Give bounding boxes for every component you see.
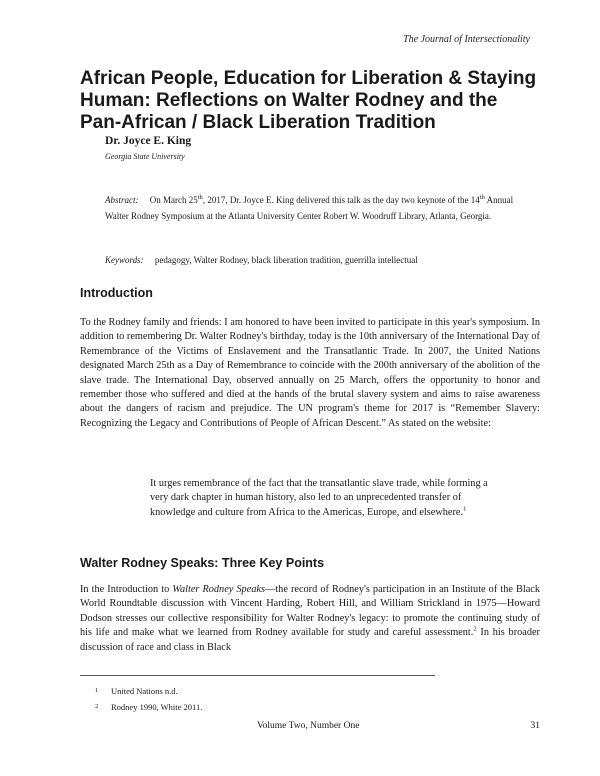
footer-issue: Volume Two, Number One: [257, 721, 360, 731]
abstract-label: Abstract:: [105, 195, 139, 205]
footnote-num: 1: [95, 687, 99, 694]
rodney-heading: Walter Rodney Speaks: Three Key Points: [80, 556, 325, 570]
rodney-text-2: —the record of Rodney's participation in an Institute of the Black World Roundtable discussion with Vincent Harding, Robert Hill, and William Strickland in 1975—Howard Dodson stresses our collective responsibility for Walter Rodney's legacy: to promote the continuing study of his life and make what we learned from Rodney available for study and careful assessment.: [80, 584, 540, 639]
abstract-sup-1: th: [197, 194, 203, 201]
footnote-ref-2[interactable]: 2: [473, 625, 477, 633]
article-title: African People, Education for Liberation & Staying Human: Reflections on Walter Rodney and the Pan-African / Black Liberation Tradition: [80, 68, 537, 133]
keywords-text: pedagogy, Walter Rodney, black liberation tradition, guerrilla intellectual: [154, 255, 418, 265]
author-affiliation: Georgia State University: [105, 152, 185, 161]
footnote-ref-1[interactable]: 1: [463, 505, 467, 513]
rodney-paragraph: [80, 583, 540, 655]
footnote-text: United Nations n.d.: [111, 686, 178, 696]
abstract-text-3: Annual Walter Rodney Symposium at the Atlanta University Center Robert W. Woodruff Library, Atlanta, Georgia.: [105, 195, 514, 221]
footnote-num: 2: [95, 703, 99, 710]
page-number: 31: [530, 721, 540, 731]
abstract: [105, 192, 525, 224]
footnote-divider: [80, 675, 435, 676]
footnote-text: Rodney 1990, White 2011.: [111, 702, 203, 712]
footnotes: [95, 683, 202, 715]
keywords-label: Keywords:: [105, 255, 144, 265]
intro-paragraph: To the Rodney family and friends: I am honored to have been invited to participate in this year's symposium. In addition to remembering Dr. Walter Rodney's birthday, today is the 10th anniversary of the International Day of Remembrance of the Victims of Enslavement and the Transatlantic Trade. In 2007, the United Nations designated March 25th as a Day of Remembrance to coincide with the 200th anniversary of the abolition of the slave trade. The International Day, observed annually on 25 March, offers the opportunity to honor and remember those who suffered and died at the hands of the brutal slavery system and aims to raise awareness about the dangers of racism and prejudice. The UN program's theme for 2017 is “Remember Slavery: Recognizing the Legacy and Contributions of People of African Descent.” As stated on the website:: [80, 317, 540, 429]
blockquote: [150, 477, 495, 520]
abstract-text-1: On March 25: [149, 195, 198, 205]
footnote-2: [95, 699, 202, 715]
abstract-text-2: , 2017, Dr. Joyce E. King delivered this talk as the day two keynote of the 14: [202, 195, 480, 205]
blockquote-text: It urges remembrance of the fact that the transatlantic slave trade, while forming a very dark chapter in human history, also led to an unprecedented transfer of knowledge and culture from Africa to the Americas, Europe, and elsewhere.: [150, 478, 488, 518]
rodney-text-3: In his broader discussion of race and class in Black: [80, 627, 540, 653]
introduction-heading: Introduction: [80, 286, 153, 300]
running-header: The Journal of Intersectionality: [403, 34, 530, 45]
rodney-text-1: In the Introduction to: [80, 584, 173, 595]
keywords: [105, 253, 525, 267]
footnote-1: [95, 683, 202, 699]
abstract-sup-2: th: [479, 194, 485, 201]
author-name: Dr. Joyce E. King: [105, 135, 192, 147]
book-title: Walter Rodney Speaks: [172, 584, 266, 595]
